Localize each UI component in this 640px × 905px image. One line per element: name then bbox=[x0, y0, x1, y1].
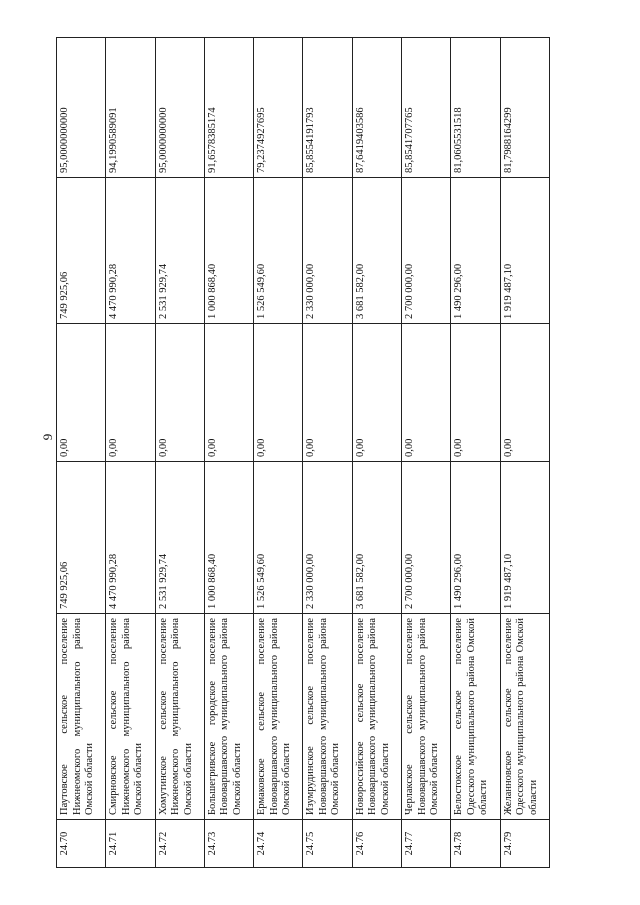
row-number: 24.79 bbox=[500, 820, 549, 868]
page-number: 9 bbox=[40, 433, 55, 441]
row-number: 24.76 bbox=[352, 820, 401, 868]
percent-value: 87,6419403586 bbox=[352, 38, 401, 178]
settlement-name: Черлакское сельское поселение Нововаршавского муниципального района Омской области bbox=[402, 614, 451, 820]
amount-second: 0,00 bbox=[204, 324, 253, 462]
amount-total: 1 490 296,00 bbox=[451, 462, 500, 614]
settlement-name: Желанновское сельское поселение Одесского муниципального района Омской области bbox=[500, 614, 549, 820]
rotated-table-container bbox=[56, 38, 550, 868]
percent-value: 85,8554191793 bbox=[303, 38, 352, 178]
amount-second: 0,00 bbox=[402, 324, 451, 462]
data-table bbox=[56, 37, 550, 868]
table-row bbox=[204, 38, 253, 868]
table-row bbox=[451, 38, 500, 868]
row-number: 24.73 bbox=[204, 820, 253, 868]
percent-value: 81,0605531518 bbox=[451, 38, 500, 178]
row-number: 24.72 bbox=[155, 820, 204, 868]
amount-total: 3 681 582,00 bbox=[352, 462, 401, 614]
table-body bbox=[57, 38, 550, 868]
percent-value: 95,0000000000 bbox=[57, 38, 106, 178]
row-number: 24.71 bbox=[106, 820, 155, 868]
table-row bbox=[352, 38, 401, 868]
amount-third: 4 470 990,28 bbox=[106, 178, 155, 324]
amount-second: 0,00 bbox=[500, 324, 549, 462]
settlement-name: Ермаковское сельское поселение Нововаршавского муниципального района Омской области bbox=[254, 614, 303, 820]
percent-value: 94,1990589091 bbox=[106, 38, 155, 178]
percent-value: 79,2374927695 bbox=[254, 38, 303, 178]
table-row bbox=[57, 38, 106, 868]
table-row bbox=[303, 38, 352, 868]
amount-total: 1 919 487,10 bbox=[500, 462, 549, 614]
amount-second: 0,00 bbox=[155, 324, 204, 462]
settlement-name: Новороссийское сельское поселение Нововаршавского муниципального района Омской области bbox=[352, 614, 401, 820]
percent-value: 85,8541707765 bbox=[402, 38, 451, 178]
amount-second: 0,00 bbox=[254, 324, 303, 462]
settlement-name: Изумрудинское сельское поселение Нововаршавского муниципального района Омской области bbox=[303, 614, 352, 820]
amount-total: 1 000 868,40 bbox=[204, 462, 253, 614]
settlement-name: Большегривское городское поселение Нововаршавского муниципального района Омской области bbox=[204, 614, 253, 820]
amount-total: 2 700 000,00 bbox=[402, 462, 451, 614]
percent-value: 91,6578385174 bbox=[204, 38, 253, 178]
percent-value: 95,0000000000 bbox=[155, 38, 204, 178]
amount-second: 0,00 bbox=[106, 324, 155, 462]
row-number: 24.70 bbox=[57, 820, 106, 868]
settlement-name: Белостокское сельское поселение Одесского муниципального района Омской области bbox=[451, 614, 500, 820]
amount-third: 2 700 000,00 bbox=[402, 178, 451, 324]
table-row bbox=[402, 38, 451, 868]
percent-value: 81,7988164299 bbox=[500, 38, 549, 178]
settlement-name: Смирновское сельское поселение Нижнеомского муниципального района Омской области bbox=[106, 614, 155, 820]
amount-third: 1 490 296,00 bbox=[451, 178, 500, 324]
amount-total: 4 470 990,28 bbox=[106, 462, 155, 614]
amount-second: 0,00 bbox=[352, 324, 401, 462]
amount-second: 0,00 bbox=[57, 324, 106, 462]
amount-total: 2 330 000,00 bbox=[303, 462, 352, 614]
table-row bbox=[500, 38, 549, 868]
amount-third: 749 925,06 bbox=[57, 178, 106, 324]
amount-second: 0,00 bbox=[303, 324, 352, 462]
row-number: 24.78 bbox=[451, 820, 500, 868]
amount-total: 1 526 549,60 bbox=[254, 462, 303, 614]
amount-third: 1 000 868,40 bbox=[204, 178, 253, 324]
row-number: 24.74 bbox=[254, 820, 303, 868]
table-row bbox=[155, 38, 204, 868]
amount-third: 1 919 487,10 bbox=[500, 178, 549, 324]
amount-total: 2 531 929,74 bbox=[155, 462, 204, 614]
settlement-name: Паутовское сельское поселение Нижнеомского муниципального района Омской области bbox=[57, 614, 106, 820]
table-row bbox=[254, 38, 303, 868]
amount-third: 2 330 000,00 bbox=[303, 178, 352, 324]
amount-third: 1 526 549,60 bbox=[254, 178, 303, 324]
settlement-name: Хомутинское сельское поселение Нижнеомского муниципального района Омской области bbox=[155, 614, 204, 820]
amount-third: 2 531 929,74 bbox=[155, 178, 204, 324]
amount-second: 0,00 bbox=[451, 324, 500, 462]
amount-third: 3 681 582,00 bbox=[352, 178, 401, 324]
table-row bbox=[106, 38, 155, 868]
row-number: 24.77 bbox=[402, 820, 451, 868]
row-number: 24.75 bbox=[303, 820, 352, 868]
amount-total: 749 925,06 bbox=[57, 462, 106, 614]
